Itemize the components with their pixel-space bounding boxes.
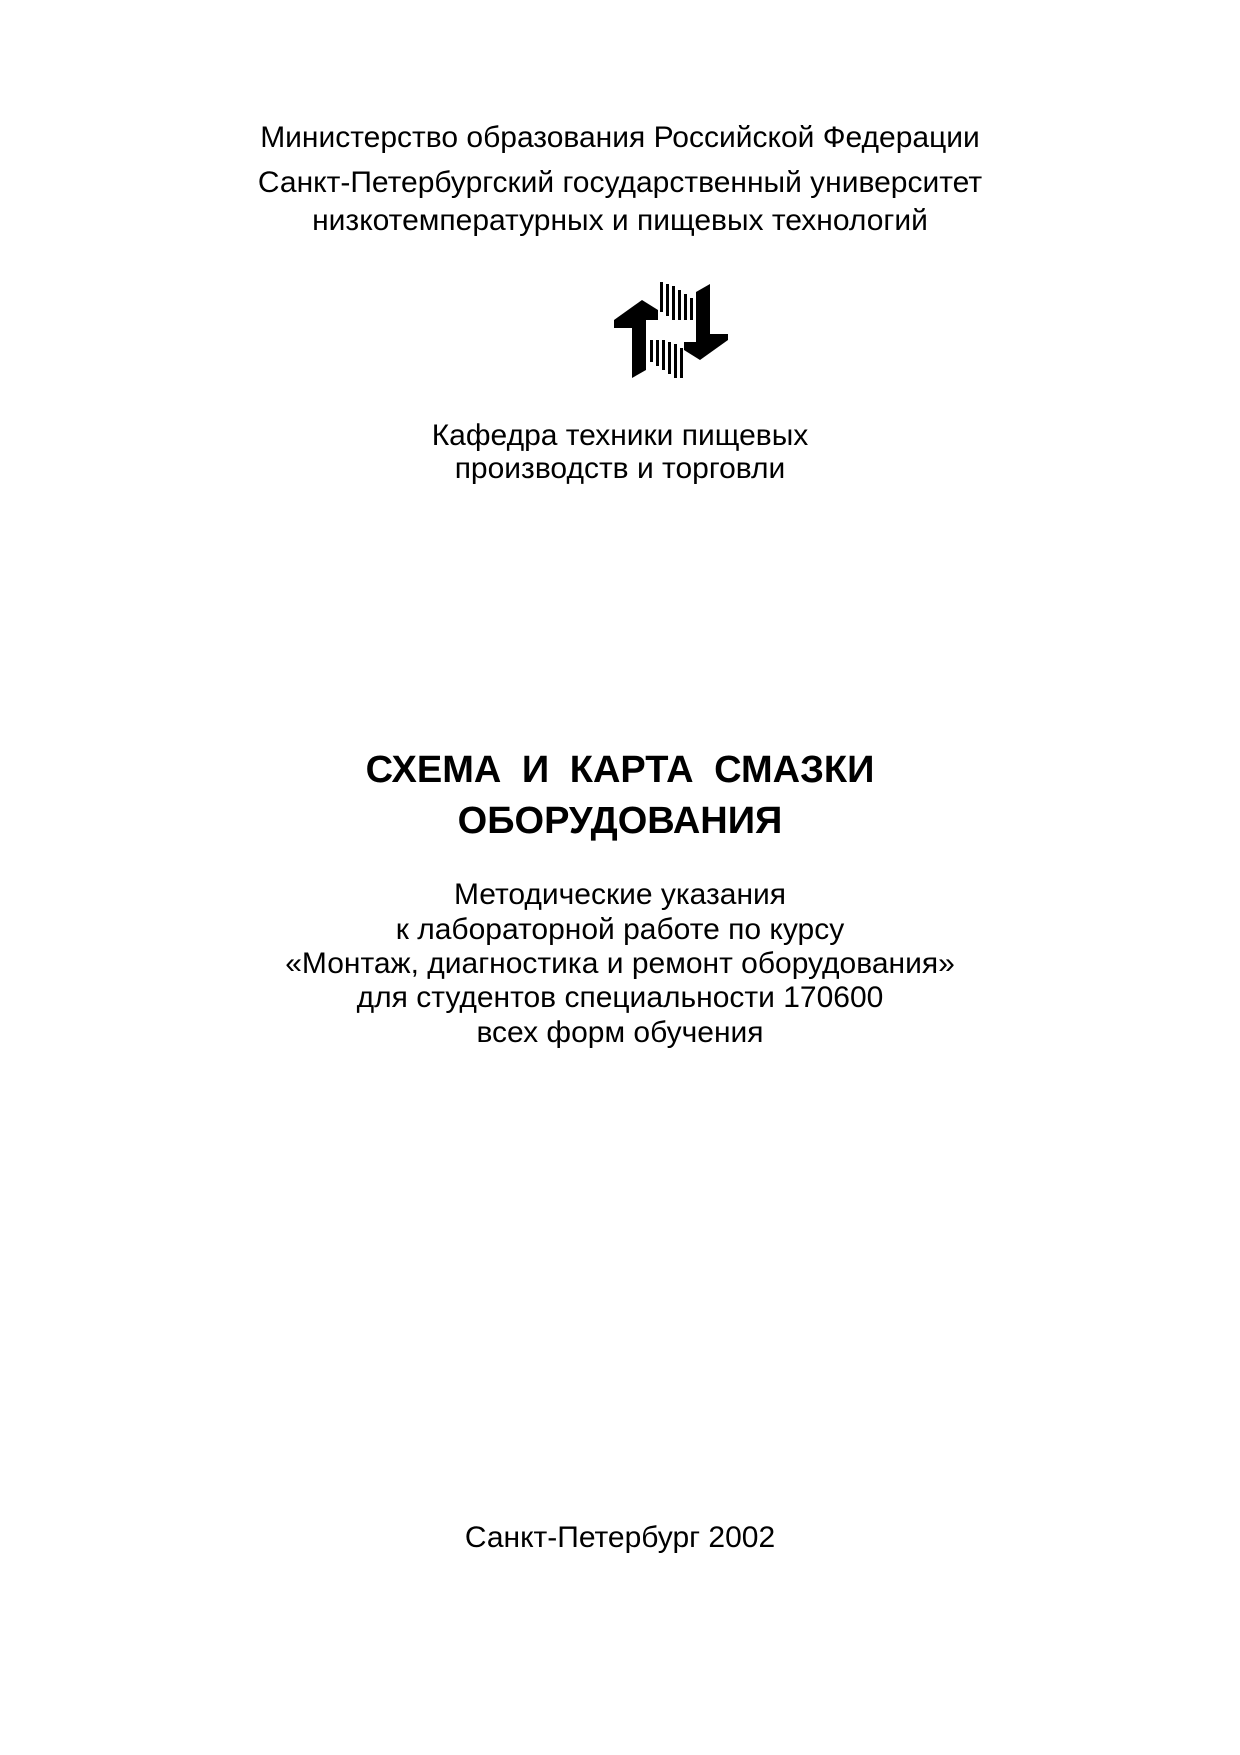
university-line-2: низкотемпературных и пищевых технологий: [312, 204, 928, 237]
subtitle-line-1: Методические указания: [453, 878, 787, 911]
ministry-line: Министерство образования Российской Федерации: [260, 121, 980, 154]
university-emblem-icon: [612, 280, 730, 382]
department-line-2: производств и торговли: [454, 452, 786, 485]
document-title-line-1: СХЕМА И КАРТА СМАЗКИ: [365, 749, 875, 791]
subtitle-line-4: для студентов специальности 170600: [356, 981, 884, 1014]
city-year-line: Санкт-Петербург 2002: [464, 1521, 776, 1554]
subtitle-line-5: всех форм обучения: [476, 1016, 764, 1049]
subtitle-line-3: «Монтаж, диагностика и ремонт оборудования»: [285, 947, 955, 980]
department-line-1: Кафедра техники пищевых: [431, 419, 809, 452]
subtitle-line-2: к лабораторной работе по курсу: [395, 913, 845, 946]
document-title-line-2: ОБОРУДОВАНИЯ: [457, 800, 783, 842]
university-line-1: Санкт-Петербургский государственный университет: [257, 166, 983, 199]
